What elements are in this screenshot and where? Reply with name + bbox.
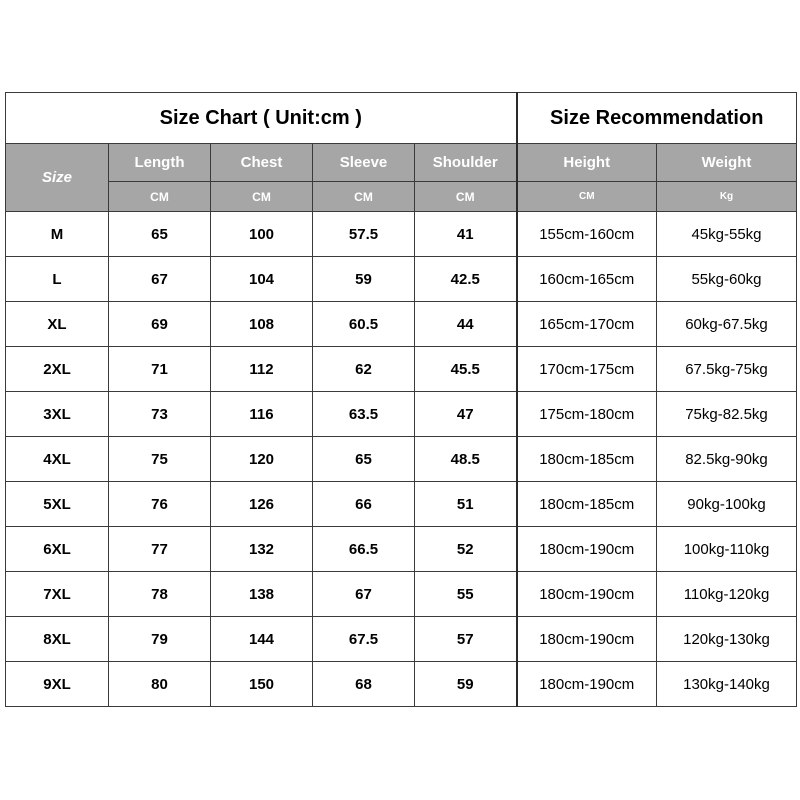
cell-size: 9XL bbox=[6, 662, 109, 707]
cell-size: 7XL bbox=[6, 572, 109, 617]
cell-length: 78 bbox=[109, 572, 211, 617]
cell-sleeve: 67.5 bbox=[313, 617, 415, 662]
cell-weight: 90kg-100kg bbox=[657, 482, 797, 527]
cell-weight: 45kg-55kg bbox=[657, 212, 797, 257]
cell-length: 76 bbox=[109, 482, 211, 527]
header-shoulder: Shoulder bbox=[415, 144, 517, 182]
cell-chest: 144 bbox=[211, 617, 313, 662]
cell-shoulder: 41 bbox=[415, 212, 517, 257]
cell-sleeve: 68 bbox=[313, 662, 415, 707]
cell-size: XL bbox=[6, 302, 109, 347]
cell-shoulder: 44 bbox=[415, 302, 517, 347]
cell-chest: 104 bbox=[211, 257, 313, 302]
cell-size: 8XL bbox=[6, 617, 109, 662]
table-row bbox=[6, 437, 797, 482]
cell-height: 165cm-170cm bbox=[517, 302, 657, 347]
cell-weight: 130kg-140kg bbox=[657, 662, 797, 707]
cell-sleeve: 66 bbox=[313, 482, 415, 527]
header-length: Length bbox=[109, 144, 211, 182]
cell-weight: 67.5kg-75kg bbox=[657, 347, 797, 392]
cell-chest: 112 bbox=[211, 347, 313, 392]
cell-size: 5XL bbox=[6, 482, 109, 527]
cell-length: 80 bbox=[109, 662, 211, 707]
header-sleeve: Sleeve bbox=[313, 144, 415, 182]
cell-shoulder: 48.5 bbox=[415, 437, 517, 482]
cell-chest: 120 bbox=[211, 437, 313, 482]
cell-chest: 100 bbox=[211, 212, 313, 257]
cell-sleeve: 63.5 bbox=[313, 392, 415, 437]
cell-height: 170cm-175cm bbox=[517, 347, 657, 392]
cell-weight: 110kg-120kg bbox=[657, 572, 797, 617]
cell-shoulder: 51 bbox=[415, 482, 517, 527]
cell-shoulder: 45.5 bbox=[415, 347, 517, 392]
cell-sleeve: 66.5 bbox=[313, 527, 415, 572]
cell-height: 180cm-190cm bbox=[517, 617, 657, 662]
cell-length: 71 bbox=[109, 347, 211, 392]
unit-sleeve: CM bbox=[313, 182, 415, 212]
unit-chest: CM bbox=[211, 182, 313, 212]
size-recommendation-title: Size Recommendation bbox=[517, 93, 797, 144]
table-row bbox=[6, 212, 797, 257]
header-size: Size bbox=[6, 144, 109, 212]
cell-size: 2XL bbox=[6, 347, 109, 392]
table-row bbox=[6, 572, 797, 617]
cell-shoulder: 57 bbox=[415, 617, 517, 662]
cell-size: 6XL bbox=[6, 527, 109, 572]
cell-weight: 82.5kg-90kg bbox=[657, 437, 797, 482]
cell-weight: 60kg-67.5kg bbox=[657, 302, 797, 347]
size-chart-table bbox=[5, 92, 797, 707]
cell-height: 180cm-185cm bbox=[517, 482, 657, 527]
table-row bbox=[6, 347, 797, 392]
cell-chest: 132 bbox=[211, 527, 313, 572]
header-height: Height bbox=[517, 144, 657, 182]
cell-length: 73 bbox=[109, 392, 211, 437]
table-row bbox=[6, 302, 797, 347]
table-row bbox=[6, 617, 797, 662]
cell-height: 180cm-190cm bbox=[517, 527, 657, 572]
unit-length: CM bbox=[109, 182, 211, 212]
cell-sleeve: 60.5 bbox=[313, 302, 415, 347]
unit-weight: Kg bbox=[657, 182, 797, 212]
cell-sleeve: 57.5 bbox=[313, 212, 415, 257]
cell-length: 65 bbox=[109, 212, 211, 257]
cell-chest: 150 bbox=[211, 662, 313, 707]
cell-shoulder: 59 bbox=[415, 662, 517, 707]
cell-sleeve: 67 bbox=[313, 572, 415, 617]
cell-shoulder: 55 bbox=[415, 572, 517, 617]
cell-weight: 75kg-82.5kg bbox=[657, 392, 797, 437]
cell-height: 175cm-180cm bbox=[517, 392, 657, 437]
cell-length: 69 bbox=[109, 302, 211, 347]
table-row bbox=[6, 257, 797, 302]
cell-height: 180cm-190cm bbox=[517, 572, 657, 617]
cell-size: L bbox=[6, 257, 109, 302]
unit-height: CM bbox=[517, 182, 657, 212]
cell-sleeve: 59 bbox=[313, 257, 415, 302]
header-chest: Chest bbox=[211, 144, 313, 182]
cell-length: 79 bbox=[109, 617, 211, 662]
cell-weight: 100kg-110kg bbox=[657, 527, 797, 572]
cell-sleeve: 62 bbox=[313, 347, 415, 392]
cell-size: 3XL bbox=[6, 392, 109, 437]
table-row bbox=[6, 527, 797, 572]
cell-chest: 126 bbox=[211, 482, 313, 527]
header-weight: Weight bbox=[657, 144, 797, 182]
size-chart-title: Size Chart ( Unit:cm ) bbox=[6, 93, 517, 144]
cell-length: 77 bbox=[109, 527, 211, 572]
table-row bbox=[6, 392, 797, 437]
cell-shoulder: 47 bbox=[415, 392, 517, 437]
cell-height: 155cm-160cm bbox=[517, 212, 657, 257]
cell-weight: 120kg-130kg bbox=[657, 617, 797, 662]
cell-length: 67 bbox=[109, 257, 211, 302]
table-row bbox=[6, 662, 797, 707]
cell-sleeve: 65 bbox=[313, 437, 415, 482]
cell-chest: 108 bbox=[211, 302, 313, 347]
unit-shoulder: CM bbox=[415, 182, 517, 212]
cell-chest: 138 bbox=[211, 572, 313, 617]
cell-height: 160cm-165cm bbox=[517, 257, 657, 302]
cell-weight: 55kg-60kg bbox=[657, 257, 797, 302]
cell-shoulder: 52 bbox=[415, 527, 517, 572]
cell-size: M bbox=[6, 212, 109, 257]
cell-chest: 116 bbox=[211, 392, 313, 437]
cell-size: 4XL bbox=[6, 437, 109, 482]
cell-height: 180cm-185cm bbox=[517, 437, 657, 482]
cell-length: 75 bbox=[109, 437, 211, 482]
cell-height: 180cm-190cm bbox=[517, 662, 657, 707]
table-row bbox=[6, 482, 797, 527]
cell-shoulder: 42.5 bbox=[415, 257, 517, 302]
